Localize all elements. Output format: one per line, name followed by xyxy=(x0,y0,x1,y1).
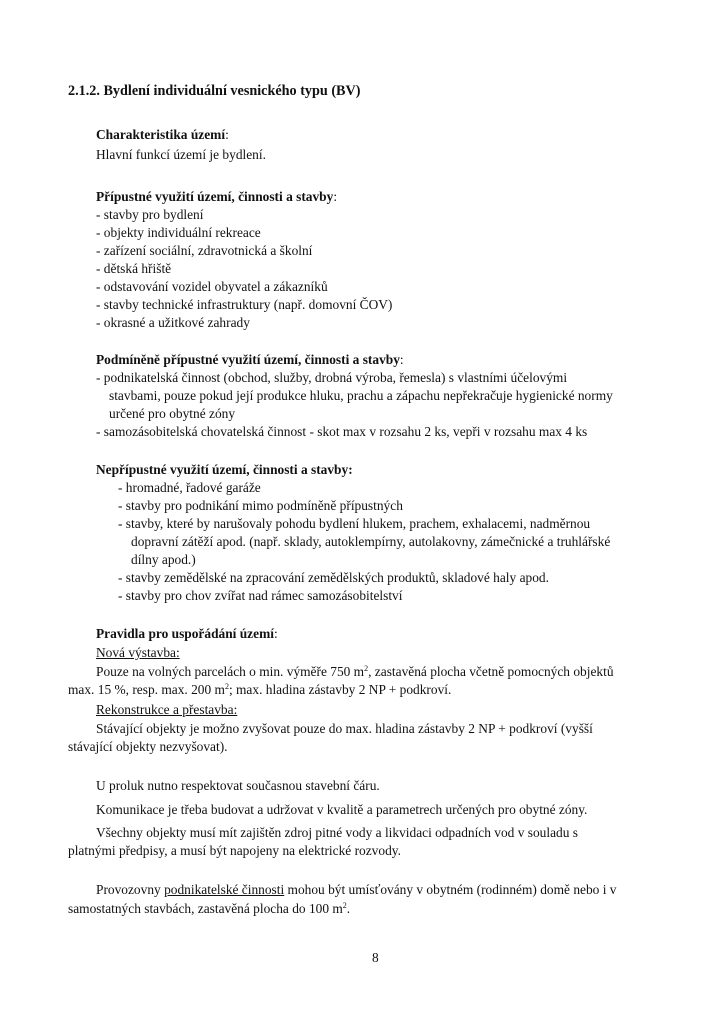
list-item: - stavby technické infrastruktury (např. domovní ČOV) xyxy=(96,297,393,312)
prohibited-title: Nepřípustné využití území, činnosti a stavby: xyxy=(96,462,353,477)
characteristics-text: Hlavní funkcí území je bydlení. xyxy=(96,147,266,162)
characteristics-title-line: Charakteristika území: xyxy=(96,127,229,142)
page-number: 8 xyxy=(372,950,379,965)
list-item-continuation: dílny apod.) xyxy=(131,552,196,567)
list-item: - hromadné, řadové garáže xyxy=(118,480,261,495)
list-item: - dětská hřiště xyxy=(96,261,172,276)
establishments-line-2: samostatných stavbách, zastavěná plocha do 100 $m^2$. xyxy=(68,901,351,916)
new-construction-line-2: max. 15 %, resp. max. 200 $m^2$; max. hladina zástavby 2 NP + podkroví. xyxy=(68,682,452,697)
reconstruction-heading: Rekonstrukce a přestavba: xyxy=(96,702,238,717)
characteristics-title: Charakteristika území xyxy=(96,127,226,142)
conditional-title: Podmíněně přípustné využití území, činnosti a stavby xyxy=(96,352,400,367)
list-item: - stavby pro podnikání mimo podmíněně přípustných xyxy=(118,498,403,513)
reconstruction-line-2: stávající objekty nezvyšovat). xyxy=(68,739,228,754)
list-item: - okrasné a užitkové zahrady xyxy=(96,315,250,330)
list-item: - odstavování vozidel obyvatel a zákazníků xyxy=(96,279,328,294)
new-construction-line-1: Pouze na volných parcelách o min. výměře 750 $m^2$, zastavěná plocha včetně pomocných objektů xyxy=(96,664,614,679)
list-item: - zařízení sociální, zdravotnická a školní xyxy=(96,243,313,258)
list-item: - samozásobitelská chovatelská činnost - skot max v rozsahu 2 ks, vepři v rozsahu max 4 ks xyxy=(96,424,588,439)
establishments-link: podnikatelské činnosti xyxy=(164,882,285,897)
paragraph-line: Všechny objekty musí mít zajištěn zdroj pitné vody a likvidaci odpadních vod v souladu s xyxy=(96,825,578,840)
permitted-title-line: Přípustné využití území, činnosti a stavby: xyxy=(96,189,338,204)
permitted-title: Přípustné využití území, činnosti a stavby xyxy=(96,189,334,204)
list-item: - podnikatelská činnost (obchod, služby, drobná výroba, řemesla) s vlastními účelovými xyxy=(96,370,568,385)
list-item: - objekty individuální rekreace xyxy=(96,225,261,240)
list-item: - stavby zemědělské na zpracování zemědělských produktů, skladové haly apod. xyxy=(118,570,549,585)
paragraph-line: platnými předpisy, a musí být napojeny na elektrické rozvody. xyxy=(68,843,401,858)
list-item-continuation: určené pro obytné zóny xyxy=(109,406,236,421)
conditional-title-line: Podmíněně přípustné využití území, činnosti a stavby: xyxy=(96,352,404,367)
establishments-line-1: Provozovny podnikatelské činnosti mohou být umísťovány v obytném (rodinném) domě nebo i v xyxy=(96,882,617,897)
list-item-continuation: dopravní zátěží apod. (např. sklady, autoklempírny, autolakovny, zámečnické a truhlářské xyxy=(131,534,611,549)
list-item: - stavby pro chov zvířat nad rámec samozásobitelství xyxy=(118,588,403,603)
new-construction-heading: Nová výstavba: xyxy=(96,645,180,660)
rules-title-line: Pravidla pro uspořádání území: xyxy=(96,626,278,641)
section-heading: 2.1.2. Bydlení individuální vesnického typu (BV) xyxy=(68,83,361,99)
paragraph: Komunikace je třeba budovat a udržovat v kvalitě a parametrech určených pro obytné zóny. xyxy=(96,802,588,817)
reconstruction-line-1: Stávající objekty je možno zvyšovat pouze do max. hladina zástavby 2 NP + podkroví (vyšší xyxy=(96,721,593,736)
list-item: - stavby pro bydlení xyxy=(96,207,204,222)
list-item-continuation: stavbami, pouze pokud její produkce hluku, prachu a zápachu nepřekračuje hygienické normy xyxy=(109,388,613,403)
paragraph: U proluk nutno respektovat současnou stavební čáru. xyxy=(96,778,380,793)
rules-title: Pravidla pro uspořádání území xyxy=(96,626,274,641)
list-item: - stavby, které by narušovaly pohodu bydlení hlukem, prachem, exhalacemi, nadměrnou xyxy=(118,516,591,531)
